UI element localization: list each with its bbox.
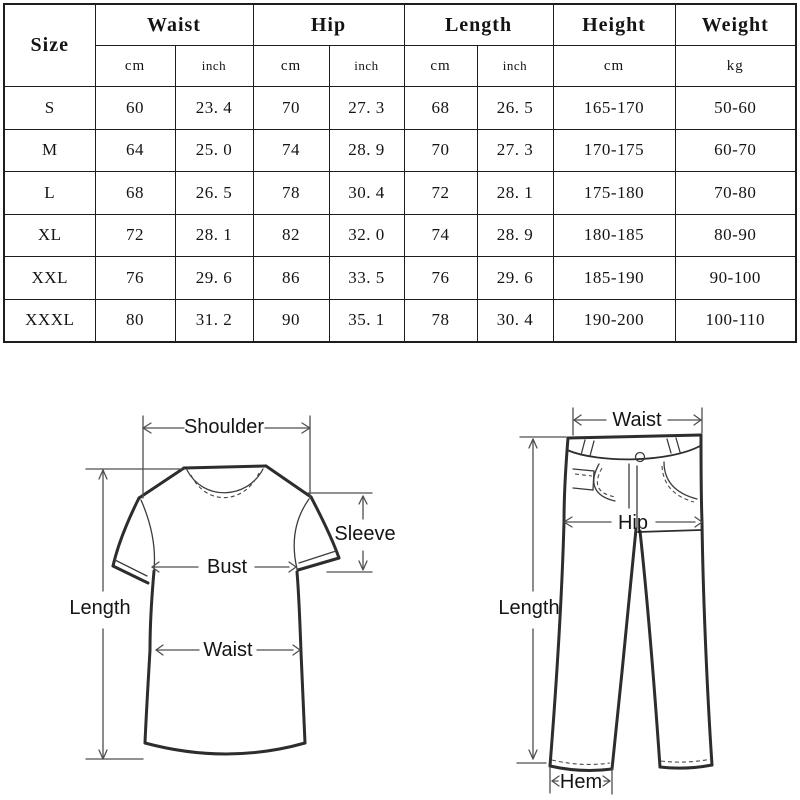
tshirt-outline xyxy=(113,466,339,754)
cell-hip-cm: 74 xyxy=(253,129,329,172)
cell-weight-kg: 50-60 xyxy=(675,87,796,130)
cell-size: S xyxy=(4,87,95,130)
shirt-sleeve-label: Sleeve xyxy=(334,523,396,545)
size-chart-table xyxy=(3,3,797,343)
unit-height-cm: cm xyxy=(553,46,675,87)
shirt-length-label: Length xyxy=(69,597,131,619)
col-header-hip: Hip xyxy=(253,4,404,46)
cell-length-inch: 28. 1 xyxy=(477,172,553,215)
pants-outline xyxy=(550,435,712,770)
cell-weight-kg: 100-110 xyxy=(675,299,796,342)
unit-hip-cm: cm xyxy=(253,46,329,87)
pants-hem-label: Hem xyxy=(559,771,603,793)
cell-weight-kg: 70-80 xyxy=(675,172,796,215)
size-row-L xyxy=(4,172,796,215)
unit-length-cm: cm xyxy=(404,46,477,87)
cell-waist-cm: 80 xyxy=(95,299,175,342)
pants-waist-label: Waist xyxy=(612,409,662,431)
cell-waist-cm: 72 xyxy=(95,214,175,257)
cell-hip-inch: 35. 1 xyxy=(329,299,404,342)
cell-size: XXXL xyxy=(4,299,95,342)
cell-waist-inch: 28. 1 xyxy=(175,214,253,257)
col-header-weight: Weight xyxy=(675,4,796,46)
cell-waist-cm: 68 xyxy=(95,172,175,215)
size-row-S xyxy=(4,87,796,130)
cell-length-cm: 76 xyxy=(404,257,477,300)
pants-hip-label: Hip xyxy=(617,512,649,534)
pants-length-label: Length xyxy=(498,597,560,619)
unit-length-inch: inch xyxy=(477,46,553,87)
cell-hip-inch: 32. 0 xyxy=(329,214,404,257)
shirt-waist-label: Waist xyxy=(203,639,253,661)
cell-length-inch: 26. 5 xyxy=(477,87,553,130)
cell-hip-inch: 27. 3 xyxy=(329,87,404,130)
header-row-groups xyxy=(4,4,796,46)
cell-height-cm: 185-190 xyxy=(553,257,675,300)
measurement-diagram xyxy=(0,380,800,800)
cell-height-cm: 170-175 xyxy=(553,129,675,172)
unit-hip-inch: inch xyxy=(329,46,404,87)
cell-weight-kg: 80-90 xyxy=(675,214,796,257)
cell-waist-inch: 29. 6 xyxy=(175,257,253,300)
cell-length-inch: 30. 4 xyxy=(477,299,553,342)
cell-hip-inch: 30. 4 xyxy=(329,172,404,215)
header-row-units xyxy=(4,46,796,87)
size-row-M xyxy=(4,129,796,172)
pants-details xyxy=(552,438,711,764)
cell-waist-cm: 64 xyxy=(95,129,175,172)
cell-length-inch: 29. 6 xyxy=(477,257,553,300)
cell-size: M xyxy=(4,129,95,172)
pants-diagram xyxy=(498,408,712,794)
size-row-XXXL xyxy=(4,299,796,342)
cell-length-cm: 68 xyxy=(404,87,477,130)
cell-waist-cm: 60 xyxy=(95,87,175,130)
cell-waist-inch: 26. 5 xyxy=(175,172,253,215)
cell-hip-cm: 82 xyxy=(253,214,329,257)
cell-weight-kg: 60-70 xyxy=(675,129,796,172)
cell-height-cm: 180-185 xyxy=(553,214,675,257)
cell-hip-inch: 28. 9 xyxy=(329,129,404,172)
col-header-waist: Waist xyxy=(95,4,253,46)
cell-length-cm: 78 xyxy=(404,299,477,342)
cell-hip-cm: 90 xyxy=(253,299,329,342)
cell-waist-inch: 31. 2 xyxy=(175,299,253,342)
size-chart-body xyxy=(4,87,796,343)
cell-hip-cm: 78 xyxy=(253,172,329,215)
cell-length-cm: 74 xyxy=(404,214,477,257)
unit-waist-cm: cm xyxy=(95,46,175,87)
unit-weight-kg: kg xyxy=(675,46,796,87)
unit-waist-inch: inch xyxy=(175,46,253,87)
cell-waist-cm: 76 xyxy=(95,257,175,300)
tshirt-diagram xyxy=(69,416,395,759)
size-row-XXL xyxy=(4,257,796,300)
shirt-shoulder-label: Shoulder xyxy=(183,416,265,438)
cell-height-cm: 175-180 xyxy=(553,172,675,215)
cell-length-inch: 28. 9 xyxy=(477,214,553,257)
cell-waist-inch: 23. 4 xyxy=(175,87,253,130)
cell-hip-inch: 33. 5 xyxy=(329,257,404,300)
cell-waist-inch: 25. 0 xyxy=(175,129,253,172)
cell-size: L xyxy=(4,172,95,215)
cell-hip-cm: 70 xyxy=(253,87,329,130)
shirt-bust-label: Bust xyxy=(206,556,248,578)
cell-length-cm: 70 xyxy=(404,129,477,172)
cell-height-cm: 165-170 xyxy=(553,87,675,130)
cell-weight-kg: 90-100 xyxy=(675,257,796,300)
cell-length-inch: 27. 3 xyxy=(477,129,553,172)
cell-size: XXL xyxy=(4,257,95,300)
col-header-size: Size xyxy=(4,4,95,87)
cell-length-cm: 72 xyxy=(404,172,477,215)
cell-size: XL xyxy=(4,214,95,257)
col-header-length: Length xyxy=(404,4,553,46)
size-row-XL xyxy=(4,214,796,257)
col-header-height: Height xyxy=(553,4,675,46)
cell-hip-cm: 86 xyxy=(253,257,329,300)
cell-height-cm: 190-200 xyxy=(553,299,675,342)
